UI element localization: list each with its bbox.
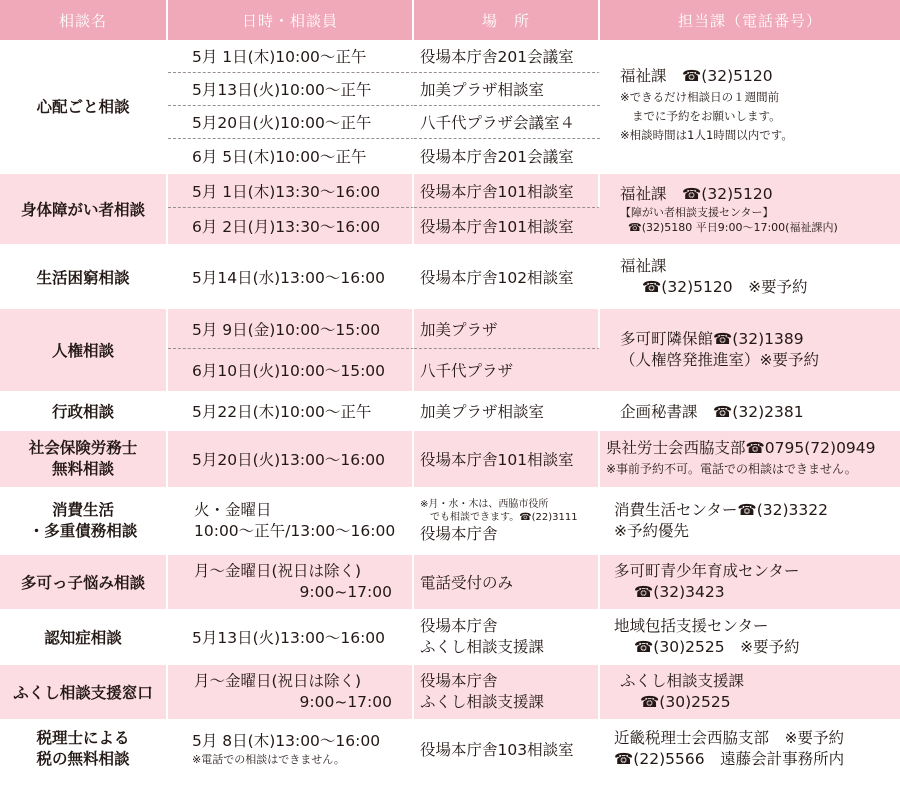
schedule-date: 5月 1日(木)13:30～16:00 [168, 172, 414, 208]
table-row [0, 429, 900, 487]
contact-phone: 多可町隣保館☎(32)1389 [620, 330, 804, 348]
table-row [0, 391, 900, 429]
consultation-name: 生活困窮相談 [0, 244, 168, 307]
table-row [0, 172, 900, 208]
contact-cell [600, 553, 900, 609]
place-note: でも相談できます。☎(22)3111 [430, 511, 578, 523]
schedule-place: 八千代プラザ [414, 349, 600, 391]
contact-note: （人権啓発推進室）※要予約 [620, 351, 819, 369]
contact-cell [600, 487, 900, 553]
consultation-name [0, 429, 168, 487]
schedule-date: 5月20日(火)10:00～正午 [168, 106, 414, 139]
contact-phone: 企画秘書課 ☎(32)2381 [600, 391, 900, 429]
schedule-place: 役場本庁舎101相談室 [414, 208, 600, 244]
consultation-name: 心配ごと相談 [0, 40, 168, 172]
contact-cell [600, 307, 900, 391]
contact-cell [600, 663, 900, 719]
contact-phone: 福祉課 ☎(32)5120 [620, 184, 773, 203]
schedule-hours: 9:00~17:00 [299, 693, 392, 711]
contact-phone: 県社労士会西脇支部☎0795(72)0949 [606, 439, 876, 457]
consultation-name: 人権相談 [0, 307, 168, 391]
contact-dept: 多可町青少年育成センター [614, 562, 800, 580]
schedule-date: 5月22日(木)10:00～正午 [168, 391, 414, 429]
schedule-place [414, 663, 600, 719]
schedule-place: 加美プラザ相談室 [414, 391, 600, 429]
header-datetime: 日時・相談員 [168, 0, 414, 40]
contact-cell [600, 609, 900, 663]
schedule-place: 役場本庁舎201会議室 [414, 139, 600, 172]
name-line: 税の無料相談 [36, 750, 130, 768]
contact-note: ※予約優先 [614, 522, 689, 540]
contact-cell [600, 172, 900, 244]
contact-note: ☎(32)5180 平日9:00～17:00(福祉課内) [628, 220, 838, 234]
contact-dept: ふくし相談支援課 [620, 672, 745, 690]
contact-note: までに予約をお願いします。 [632, 109, 781, 123]
header-place: 場 所 [414, 0, 600, 40]
contact-dept: 福祉課 [620, 256, 667, 275]
schedule-place [414, 487, 600, 553]
table-row [0, 719, 900, 777]
contact-cell [600, 429, 900, 487]
place-name: 役場本庁舎 [420, 672, 498, 690]
place-dept: ふくし相談支援課 [420, 693, 545, 711]
schedule-date: 5月20日(火)13:00～16:00 [168, 429, 414, 487]
contact-note: ※できるだけ相談日の１週間前 [620, 90, 780, 104]
schedule-place: 役場本庁舎101相談室 [414, 172, 600, 208]
schedule-note: ※電話での相談はできません。 [192, 753, 345, 766]
schedule-date [168, 719, 414, 777]
schedule-date: 6月10日(火)10:00～15:00 [168, 349, 414, 391]
schedule-hours: 9:00~17:00 [299, 583, 392, 601]
schedule-date: 5月14日(水)13:00～16:00 [168, 244, 414, 307]
consultation-name [0, 719, 168, 777]
name-line: 消費生活 [51, 501, 114, 519]
schedule-place: 加美プラザ [414, 307, 600, 349]
schedule-date: 5月13日(火)13:00～16:00 [168, 609, 414, 663]
contact-note: 【障がい者相談支援センター】 [620, 205, 774, 219]
header-row [0, 0, 900, 40]
table-row [0, 487, 900, 553]
table-row [0, 307, 900, 349]
table-row [0, 244, 900, 307]
table-row [0, 40, 900, 73]
contact-phone: ☎(30)2525 [640, 693, 731, 711]
place-name: 役場本庁舎 [420, 617, 498, 635]
place-dept: ふくし相談支援課 [420, 638, 545, 656]
schedule-place: 役場本庁舎103相談室 [414, 719, 600, 777]
schedule-place: 電話受付のみ [414, 553, 600, 609]
contact-cell [600, 40, 900, 172]
schedule-date: 5月13日(火)10:00～正午 [168, 73, 414, 106]
schedule-place: 役場本庁舎201会議室 [414, 40, 600, 73]
consultation-name: 多可っ子悩み相談 [0, 553, 168, 609]
contact-dept: 地域包括支援センター [614, 617, 769, 635]
contact-note: ※相談時間は1人1時間以内です。 [620, 128, 793, 142]
contact-phone: ☎(32)3423 [634, 583, 725, 601]
consultation-name: 認知症相談 [0, 609, 168, 663]
name-line: 無料相談 [51, 460, 114, 478]
table-row [0, 609, 900, 663]
schedule-date [168, 663, 414, 719]
schedule-place: 八千代プラザ会議室４ [414, 106, 600, 139]
schedule-place: 役場本庁舎101相談室 [414, 429, 600, 487]
contact-note: ※事前予約不可。電話での相談はできません。 [606, 462, 857, 476]
consultation-name: 行政相談 [0, 391, 168, 429]
header-contact: 担当課（電話番号） [600, 0, 900, 40]
contact-phone: ☎(22)5566 遠藤会計事務所内 [614, 750, 845, 768]
schedule-date: 6月 2日(月)13:30～16:00 [168, 208, 414, 244]
consultation-name [0, 487, 168, 553]
contact-phone: 消費生活センター☎(32)3322 [614, 501, 828, 519]
schedule-datetime: 5月 8日(木)13:00～16:00 [192, 732, 381, 750]
schedule-date: 5月 9日(金)10:00～15:00 [168, 307, 414, 349]
schedule-date [168, 553, 414, 609]
schedule-hours: 10:00～正午/13:00～16:00 [194, 522, 396, 540]
name-line: 社会保険労務士 [28, 439, 138, 457]
schedule-place [414, 609, 600, 663]
contact-phone: ☎(32)5120 ※要予約 [642, 277, 808, 296]
contact-cell [600, 719, 900, 777]
consultation-name: ふくし相談支援窓口 [0, 663, 168, 719]
name-line: ・多重債務相談 [28, 522, 138, 540]
header-consultation-name: 相談名 [0, 0, 168, 40]
table-row [0, 553, 900, 609]
consultation-name: 身体障がい者相談 [0, 172, 168, 244]
schedule-place: 役場本庁舎102相談室 [414, 244, 600, 307]
contact-dept: 近畿税理士会西脇支部 ※要予約 [614, 729, 844, 747]
schedule-days: 火・金曜日 [194, 501, 272, 519]
contact-cell [600, 244, 900, 307]
place-name: 役場本庁舎 [420, 524, 498, 543]
schedule-date: 5月 1日(木)10:00～正午 [168, 40, 414, 73]
name-line: 税理士による [36, 729, 130, 747]
contact-phone: 福祉課 ☎(32)5120 [620, 67, 773, 85]
schedule-date [168, 487, 414, 553]
place-note: ※月・水・木は、西脇市役所 [420, 498, 549, 510]
contact-phone: ☎(30)2525 ※要予約 [634, 638, 800, 656]
schedule-days: 月～金曜日(祝日は除く) [194, 562, 362, 580]
schedule-date: 6月 5日(木)10:00～正午 [168, 139, 414, 172]
schedule-days: 月～金曜日(祝日は除く) [194, 672, 362, 690]
schedule-place: 加美プラザ相談室 [414, 73, 600, 106]
table-row [0, 663, 900, 719]
